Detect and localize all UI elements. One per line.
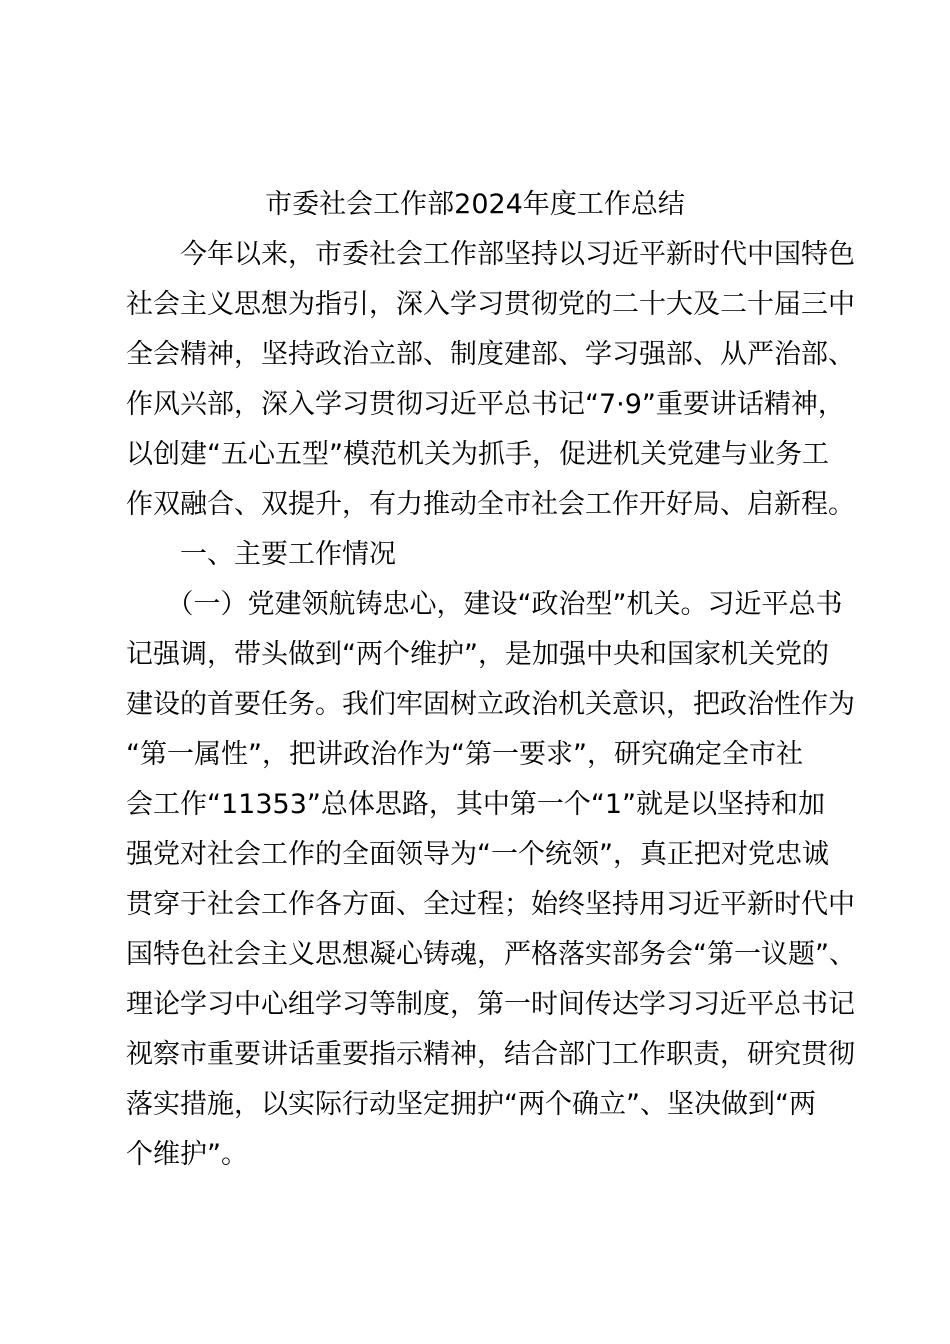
body-line-2: 社会主义思想为指引，深入学习贯彻党的二十大及二十届三中 [126,289,855,320]
body-line-6: 作双融合、双提升，有力推动全市社会工作开好局、启新程。 [126,489,855,520]
body-line-18: 落实措施，以实际行动坚定拥护“两个确立”、坚决做到“两 [126,1089,816,1120]
body-line-11: “第一属性”，把讲政治作为“第一要求”，研究确定全市社 [126,739,803,770]
section-heading: 一、主要工作情况 [126,539,396,570]
body-line-4: 作风兴部，深入学习贯彻习近平总书记“7·9”重要讲话精神， [126,389,845,420]
body-line-8: （一）党建领航铸忠心，建设“政治型”机关。习近平总书 [126,589,843,620]
body-line-3: 全会精神，坚持政治立部、制度建部、学习强部、从严治部、 [126,339,855,370]
body-line-13: 强党对社会工作的全面领导为“一个统领”，真正把对党忠诚 [126,839,829,870]
body-line-10: 建设的首要任务。我们牢固树立政治机关意识，把政治性作为 [126,689,855,720]
body-line-12: 会工作“11353”总体思路，其中第一个“1”就是以坚持和加 [126,789,826,820]
body-line-5: 以创建“五心五型”模范机关为抓手，促进机关党建与业务工 [126,439,829,470]
body-line-19: 个维护”。 [126,1139,248,1170]
body-line-16: 理论学习中心组学习等制度，第一时间传达学习习近平总书记 [126,989,855,1020]
body-line-14: 贯穿于社会工作各方面、全过程；始终坚持用习近平新时代中 [126,889,855,920]
body-line-9: 记强调，带头做到“两个维护”，是加强中央和国家机关党的 [126,639,829,670]
body-line-1: 今年以来，市委社会工作部坚持以习近平新时代中国特色 [126,239,855,270]
body-line-17: 视察市重要讲话重要指示精神，结合部门工作职责，研究贯彻 [126,1039,855,1070]
document-title: 市委社会工作部2024年度工作总结 [265,189,685,220]
body-line-15: 国特色社会主义思想凝心铸魂，严格落实部务会“第一议题”、 [126,939,856,970]
